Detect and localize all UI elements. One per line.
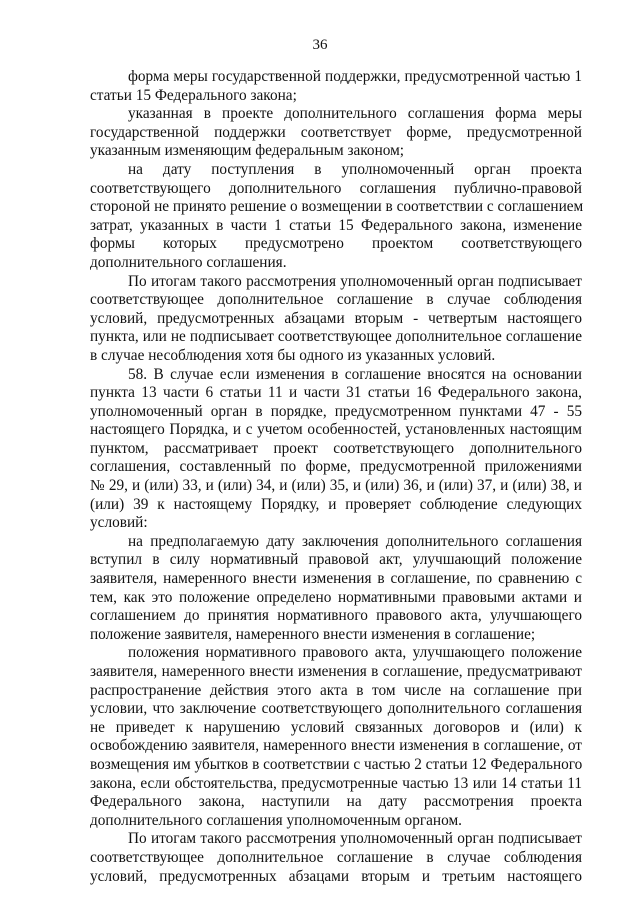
text-line: дополнительного соглашения уполномоченным органом. <box>90 811 462 829</box>
text-line: уполномоченный орган в порядке, предусмотренном пунктами 47 - 55 <box>90 402 582 420</box>
paragraph <box>90 161 582 273</box>
text-line: стороной не принято решение о возмещении в соответствии с соглашением <box>90 198 584 216</box>
paragraph <box>90 830 582 886</box>
paragraph <box>90 105 582 161</box>
text-line: не приведет к нарушению условий связанных договоров и (или) к <box>90 718 582 736</box>
text-line: возмещения им убытков в соответствии с частью 2 статьи 12 Федерального <box>90 755 583 773</box>
text-line: соглашением до принятия нормативного правового акта, улучшающего <box>90 607 582 625</box>
text-line: положения нормативного правового акта, улучшающего положение <box>128 644 582 662</box>
paragraph <box>90 644 582 830</box>
text-line: статьи 15 Федерального закона; <box>90 86 297 104</box>
text-line: указанным изменяющим федеральным законом; <box>90 142 405 160</box>
text-line: положение заявителя, намеренного внести изменения в соглашение; <box>90 625 536 643</box>
text-line: № 29, и (или) 33, и (или) 34, и (или) 35, и (или) 36, и (или) 37, и (или) 38, и <box>90 477 582 495</box>
text-line: соответствующего дополнительного соглашения публично-правовой <box>90 179 582 197</box>
text-line: условий, предусмотренных абзацами вторым и третьим настоящего <box>90 867 582 885</box>
text-line: 58. В случае если изменения в соглашение вносятся на основании <box>128 365 582 383</box>
text-line: затрат, указанных в части 1 статьи 15 Федерального закона, изменение <box>90 216 582 234</box>
text-line: соглашения, составленный по форме, предусмотренной приложениями <box>90 458 582 476</box>
text-line: По итогам такого рассмотрения уполномоченный орган подписывает <box>128 830 582 848</box>
text-line: условий: <box>90 514 148 532</box>
document-body <box>90 68 582 886</box>
text-line: (или) 39 к настоящему Порядку, и проверяет соблюдение следующих <box>90 495 582 513</box>
paragraph <box>90 366 582 533</box>
paragraph <box>90 68 582 105</box>
text-line: условии, что заключение соответствующего дополнительного соглашения <box>90 700 582 718</box>
text-line: заявителя, намеренного внести изменения в соглашение, по сравнению с <box>90 570 582 588</box>
text-line: государственной поддержки соответствует форме, предусмотренной <box>90 123 582 141</box>
text-line: пункта, или не подписывает соответствующее дополнительное соглашение <box>90 328 582 346</box>
text-line: Федерального закона, наступили на дату рассмотрения проекта <box>90 793 582 811</box>
text-line: указанная в проекте дополнительного соглашения форма меры <box>128 105 582 123</box>
text-line: пунктом, рассматривает проект соответствующего дополнительного <box>90 439 582 457</box>
text-line: соответствующее дополнительное соглашение в случае соблюдения <box>90 291 582 309</box>
text-line: форма меры государственной поддержки, предусмотренной частью 1 <box>128 68 582 85</box>
text-line: настоящего Порядка, и с учетом особенностей, установленных настоящим <box>90 421 582 439</box>
text-line: формы которых предусмотрено проектом соответствующего <box>90 235 582 253</box>
text-line: тем, как это положение определено нормативными правовыми актами и <box>90 588 582 606</box>
paragraph <box>90 273 582 366</box>
page-number: 36 <box>312 37 328 53</box>
text-line: По итогам такого рассмотрения уполномоченный орган подписывает <box>128 272 582 290</box>
text-line: условий, предусмотренных абзацами вторым - четвертым настоящего <box>90 309 582 327</box>
text-line: распространение действия этого акта в том числе на соглашение при <box>90 681 582 699</box>
text-line: соответствующее дополнительное соглашение в случае соблюдения <box>90 848 582 866</box>
text-line: освобождению заявителя, намеренного внести изменения в соглашение, от <box>90 737 582 755</box>
text-line: заявителя, намеренного внести изменения в соглашение, предусматривают <box>90 663 582 680</box>
text-line: пункта 13 части 6 статьи 11 и части 31 статьи 16 Федерального закона, <box>90 384 582 402</box>
text-line: вступил в силу нормативный правовой акт, улучшающий положение <box>90 551 582 569</box>
text-line: дополнительного соглашения. <box>90 253 287 271</box>
paragraph <box>90 533 582 645</box>
text-line: на предполагаемую дату заключения дополнительного соглашения <box>128 532 582 550</box>
text-line: на дату поступления в уполномоченный орган проекта <box>128 160 582 178</box>
text-line: в случае несоблюдения хотя бы одного из указанных условий. <box>90 346 496 364</box>
text-line: закона, если обстоятельства, предусмотренные частью 13 или 14 статьи 11 <box>90 774 582 792</box>
